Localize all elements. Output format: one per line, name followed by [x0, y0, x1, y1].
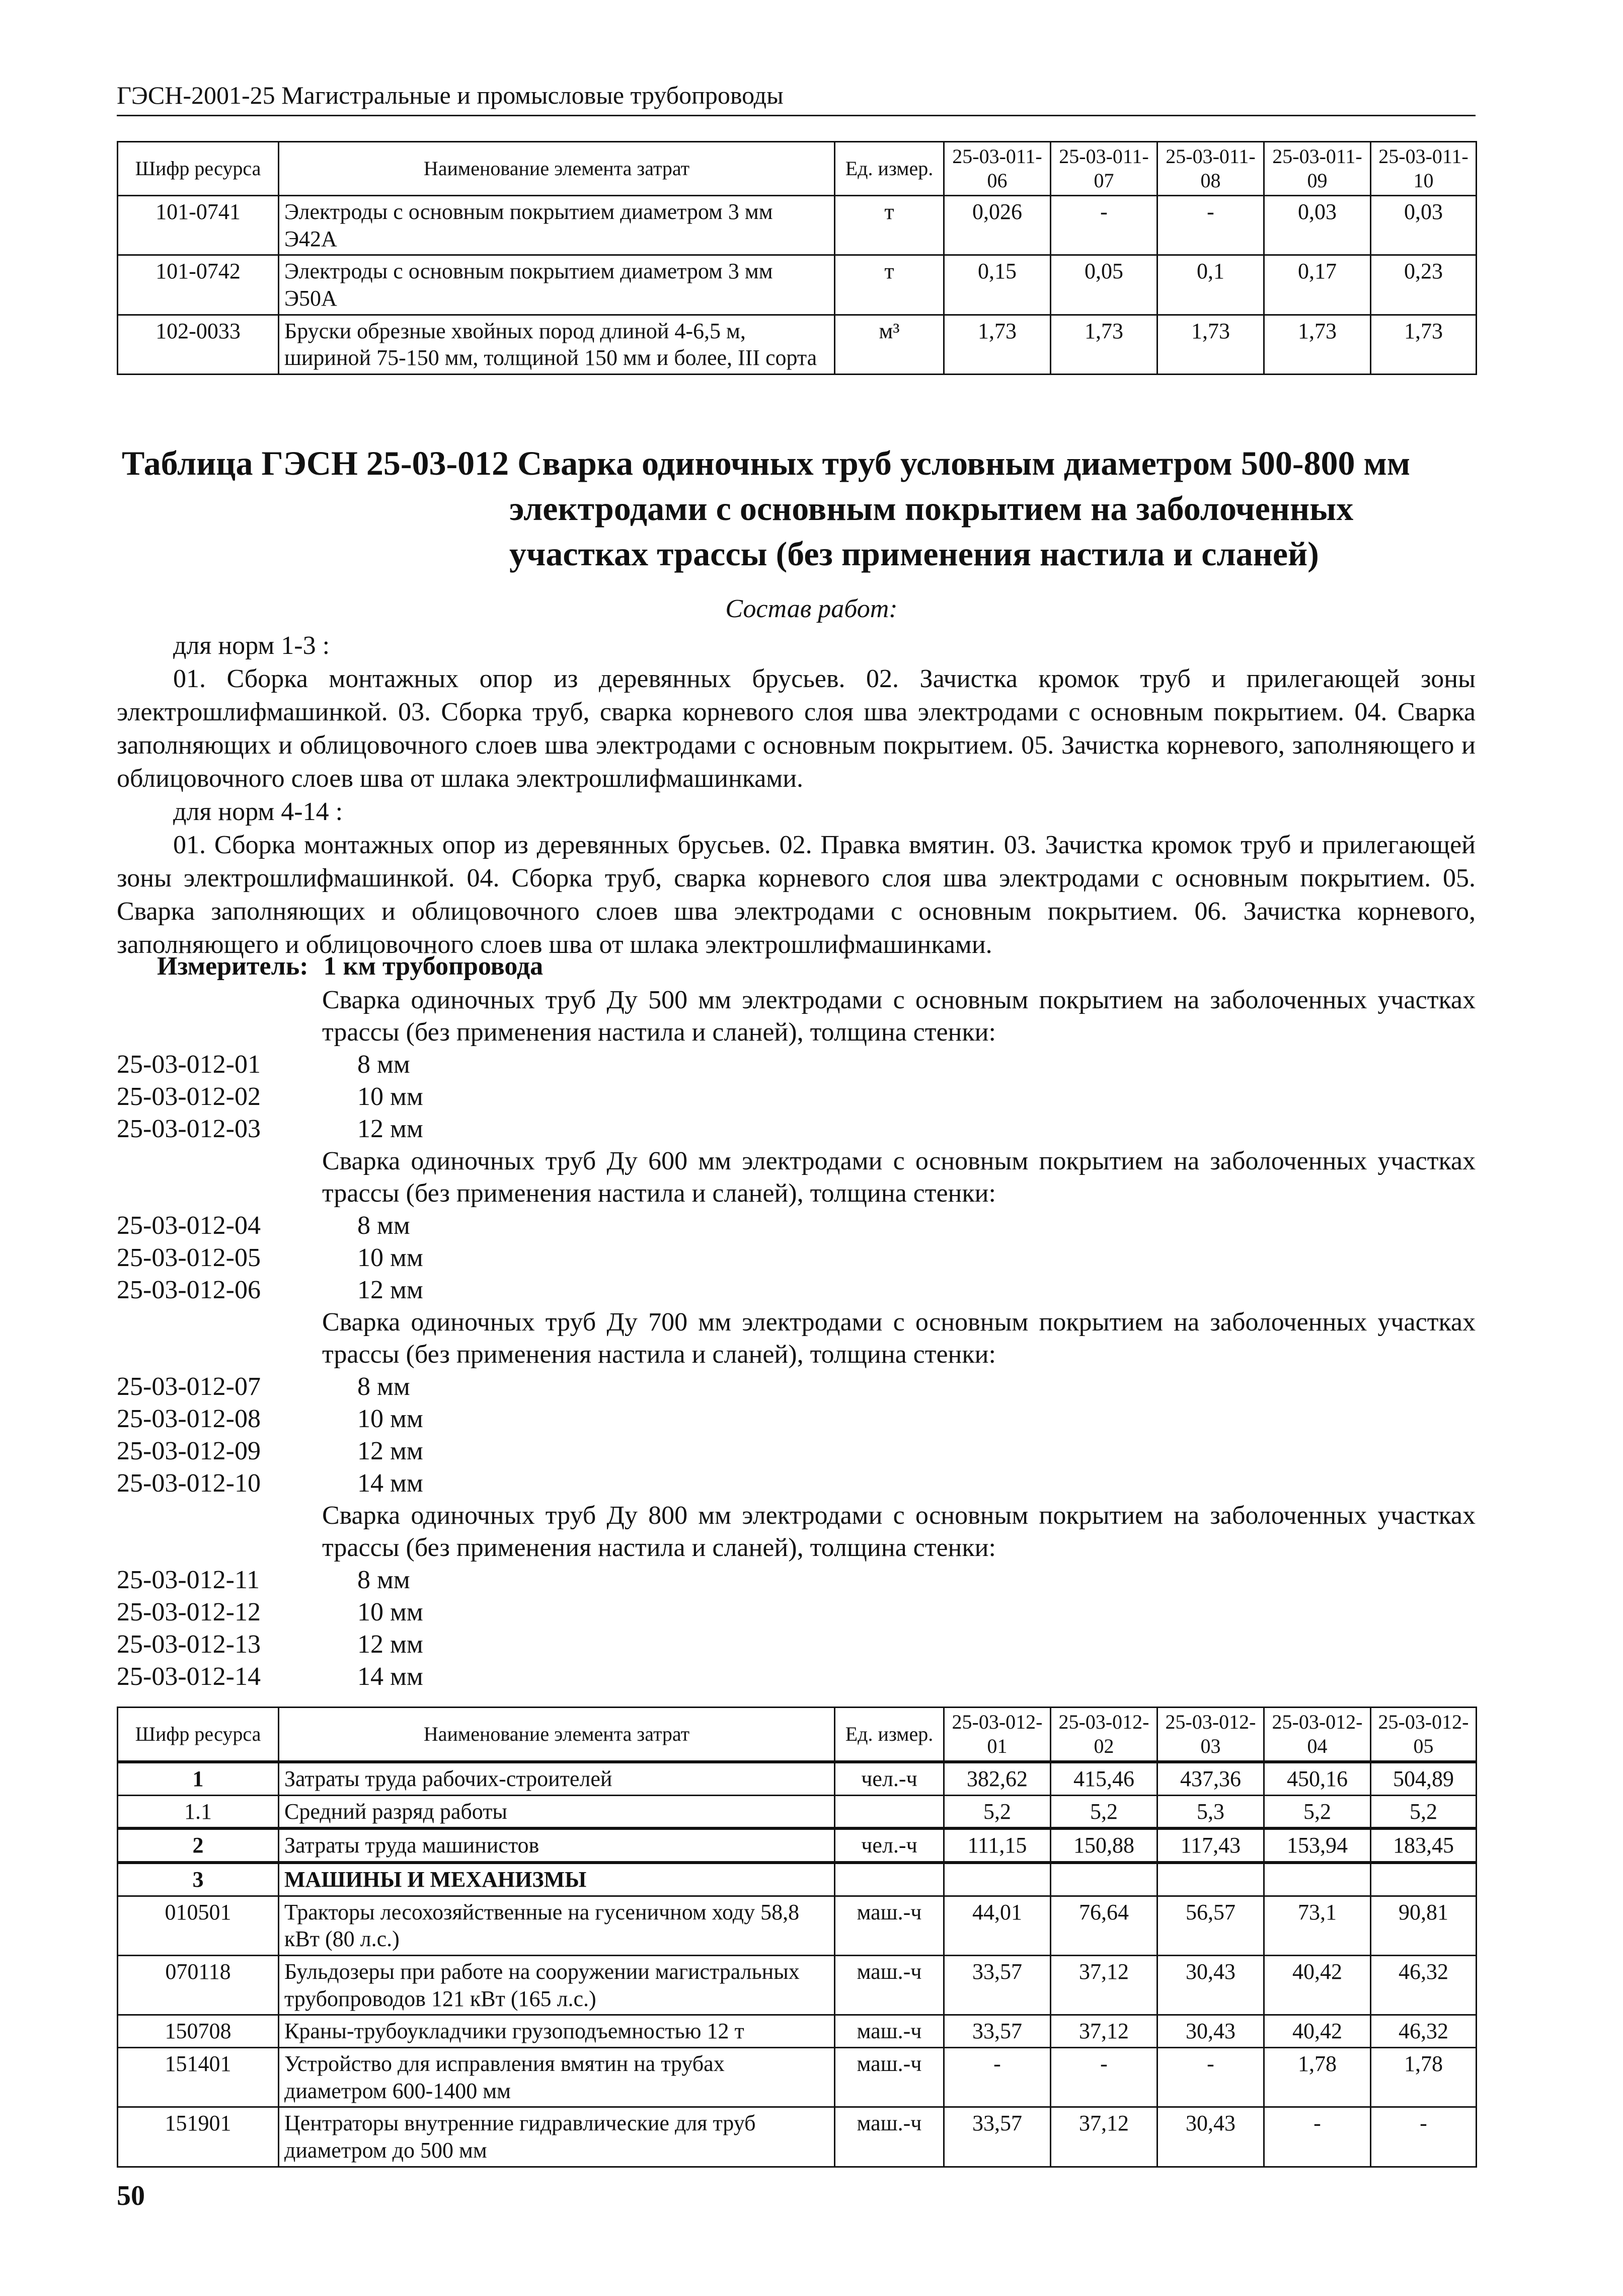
value-cell: -	[1157, 2048, 1264, 2107]
header-cell: 25-03-011-10	[1371, 142, 1477, 196]
table-row	[118, 315, 1477, 374]
header-cell: 25-03-012-04	[1264, 1708, 1371, 1762]
norm-group-description: Сварка одиночных труб Ду 700 мм электродами с основным покрытием на заболоченных участках трассы (без применения настила и сланей), толщина стенки:	[322, 1308, 1476, 1369]
value-cell: 0,1	[1157, 255, 1264, 315]
header-cell: 25-03-011-08	[1157, 142, 1264, 196]
value-cell: 0,17	[1264, 255, 1371, 315]
value-cell: 44,01	[944, 1896, 1051, 1955]
norm-code: 25-03-012-03	[117, 1115, 261, 1143]
norm-code: 25-03-012-08	[117, 1404, 261, 1433]
value-cell: 37,12	[1051, 2015, 1157, 2048]
running-head: ГЭСН-2001-25 Магистральные и промысловые трубопроводы	[117, 81, 784, 109]
value-cell: 0,03	[1264, 196, 1371, 255]
norm-row	[117, 1210, 410, 1242]
value-cell: 0,23	[1371, 255, 1477, 315]
top-resource-table	[117, 141, 1477, 375]
resource-code: 102-0033	[118, 315, 279, 374]
value-cell: -	[1371, 2107, 1477, 2167]
norm-row	[117, 1371, 410, 1403]
norm-value: 12 мм	[357, 1437, 423, 1465]
page-number: 50	[117, 2180, 145, 2211]
norms-label: для норм 4-14 :	[173, 797, 343, 826]
resource-unit: т	[835, 196, 944, 255]
resource-name: МАШИНЫ И МЕХАНИЗМЫ	[279, 1863, 835, 1896]
resource-name: Центраторы внутренние гидравлические для труб диаметром до 500 мм	[279, 2107, 835, 2167]
resource-unit	[835, 1863, 944, 1896]
table-row	[118, 2048, 1477, 2107]
resource-name: Бруски обрезные хвойных пород длиной 4-6,5 м, шириной 75-150 мм, толщиной 150 мм и более, III сорта	[279, 315, 835, 374]
value-cell: 1,73	[1371, 315, 1477, 374]
norm-value: 12 мм	[357, 1276, 423, 1304]
norm-code: 25-03-012-04	[117, 1211, 261, 1240]
resource-name: Электроды с основным покрытием диаметром 3 мм Э42А	[279, 196, 835, 255]
norm-row	[117, 1628, 423, 1661]
value-cell: -	[1051, 2048, 1157, 2107]
value-cell: -	[944, 2048, 1051, 2107]
value-cell	[1051, 1863, 1157, 1896]
value-cell	[1371, 1863, 1477, 1896]
resource-unit: м³	[835, 315, 944, 374]
header-cell: 25-03-011-09	[1264, 142, 1371, 196]
value-cell: 56,57	[1157, 1896, 1264, 1955]
norm-code: 25-03-012-13	[117, 1630, 261, 1659]
value-cell: 1,73	[1264, 315, 1371, 374]
resource-unit: маш.-ч	[835, 1896, 944, 1955]
value-cell: 153,94	[1264, 1828, 1371, 1863]
norm-row	[117, 1467, 423, 1500]
composition-paragraph: 01. Сборка монтажных опор из деревянных брусьев. 02. Зачистка кромок труб и прилегающей зоны электрошлифмашинкой. 03. Сборка труб, сварка корневого слоя шва электродами с основным покрытием. 04. Сварка заполняющих и облицовочного слоев шва электродами с основным покрытием. 05. Зачистка корневого, заполняющего и облицовочного слоев шва от шлака электрошлифмашинками.	[117, 664, 1476, 793]
value-cell: 33,57	[944, 2015, 1051, 2048]
resource-code: 101-0741	[118, 196, 279, 255]
table-row	[118, 1762, 1477, 1795]
header-cell: 25-03-012-05	[1371, 1708, 1477, 1762]
norm-value: 8 мм	[357, 1050, 410, 1079]
header-cell: 25-03-012-01	[944, 1708, 1051, 1762]
resource-unit: маш.-ч	[835, 2015, 944, 2048]
value-cell: 5,2	[1264, 1795, 1371, 1828]
value-cell: 5,3	[1157, 1795, 1264, 1828]
header-cell: Ед. измер.	[835, 142, 944, 196]
norm-code: 25-03-012-05	[117, 1243, 261, 1272]
value-cell: 37,12	[1051, 1956, 1157, 2015]
resource-code: 010501	[118, 1896, 279, 1955]
value-cell: 111,15	[944, 1828, 1051, 1863]
resource-name: Краны-трубоукладчики грузоподъемностью 12 т	[279, 2015, 835, 2048]
norm-value: 14 мм	[357, 1662, 423, 1691]
header-cell: Шифр ресурса	[118, 142, 279, 196]
resource-code: 101-0742	[118, 255, 279, 315]
norm-group-description: Сварка одиночных труб Ду 800 мм электродами с основным покрытием на заболоченных участках трассы (без применения настила и сланей), толщина стенки:	[322, 1501, 1476, 1562]
norm-code: 25-03-012-01	[117, 1050, 261, 1079]
value-cell: 0,026	[944, 196, 1051, 255]
table-row	[118, 1896, 1477, 1955]
value-cell: -	[1264, 2107, 1371, 2167]
title-continuation: электродами с основным покрытием на заболоченных участках трассы (без применения настила и сланей)	[509, 489, 1354, 573]
value-cell: 117,43	[1157, 1828, 1264, 1863]
table-row	[118, 196, 1477, 255]
resource-unit: маш.-ч	[835, 2048, 944, 2107]
resource-name: Тракторы лесохозяйственные на гусеничном ходу 58,8 кВт (80 л.с.)	[279, 1896, 835, 1955]
meter-value: 1 км трубопровода	[323, 952, 544, 981]
resource-name: Затраты труда машинистов	[279, 1828, 835, 1863]
resource-code: 3	[118, 1863, 279, 1896]
value-cell: 504,89	[1371, 1762, 1477, 1795]
header-cell: 25-03-011-06	[944, 142, 1051, 196]
norm-code: 25-03-012-07	[117, 1372, 261, 1401]
norm-code: 25-03-012-06	[117, 1276, 261, 1304]
norm-code: 25-03-012-02	[117, 1082, 261, 1111]
value-cell: 450,16	[1264, 1762, 1371, 1795]
value-cell	[944, 1863, 1051, 1896]
value-cell: 0,05	[1051, 255, 1157, 315]
norm-row	[117, 1403, 423, 1435]
header-cell: Ед. измер.	[835, 1708, 944, 1762]
norm-row	[117, 1242, 423, 1274]
header-cell: 25-03-012-02	[1051, 1708, 1157, 1762]
value-cell: 1,73	[944, 315, 1051, 374]
norm-value: 14 мм	[357, 1469, 423, 1498]
norm-row	[117, 1081, 423, 1113]
resource-unit: маш.-ч	[835, 1956, 944, 2015]
norm-group-description: Сварка одиночных труб Ду 500 мм электродами с основным покрытием на заболоченных участках трассы (без применения настила и сланей), толщина стенки:	[322, 986, 1476, 1047]
norm-value: 12 мм	[357, 1115, 423, 1143]
value-cell: 5,2	[944, 1795, 1051, 1828]
composition-text	[117, 629, 1476, 961]
norm-value: 8 мм	[357, 1566, 410, 1594]
resource-unit: чел.-ч	[835, 1762, 944, 1795]
value-cell: 183,45	[1371, 1828, 1477, 1863]
title-line: Таблица ГЭСН 25-03-012 Сварка одиночных труб условным диаметром 500-800 мм	[122, 444, 1411, 482]
norm-group-description: Сварка одиночных труб Ду 600 мм электродами с основным покрытием на заболоченных участках трассы (без применения настила и сланей), толщина стенки:	[322, 1147, 1476, 1208]
value-cell: 1,78	[1264, 2048, 1371, 2107]
value-cell: 46,32	[1371, 1956, 1477, 2015]
value-cell: -	[1157, 196, 1264, 255]
norm-value: 10 мм	[357, 1082, 423, 1111]
value-cell	[1157, 1863, 1264, 1896]
norm-code: 25-03-012-12	[117, 1598, 261, 1626]
norm-row	[117, 1274, 423, 1306]
resource-name: Затраты труда рабочих-строителей	[279, 1762, 835, 1795]
resource-code: 150708	[118, 2015, 279, 2048]
header-cell: Наименование элемента затрат	[279, 1708, 835, 1762]
value-cell: 5,2	[1371, 1795, 1477, 1828]
value-cell	[1264, 1863, 1371, 1896]
resource-unit: чел.-ч	[835, 1828, 944, 1863]
value-cell: 5,2	[1051, 1795, 1157, 1828]
value-cell: 30,43	[1157, 2107, 1264, 2167]
norm-row	[117, 1049, 410, 1081]
composition-heading: Состав работ:	[725, 595, 898, 623]
norm-value: 8 мм	[357, 1211, 410, 1240]
table-row	[118, 1956, 1477, 2015]
resource-name: Бульдозеры при работе на сооружении магистральных трубопроводов 121 кВт (165 л.с.)	[279, 1956, 835, 2015]
header-cell: 25-03-012-03	[1157, 1708, 1264, 1762]
value-cell: 0,03	[1371, 196, 1477, 255]
table-header-row	[118, 142, 1477, 196]
table-title	[122, 440, 1465, 576]
resource-code: 151901	[118, 2107, 279, 2167]
norm-code: 25-03-012-10	[117, 1469, 261, 1498]
value-cell: 415,46	[1051, 1762, 1157, 1795]
value-cell: 1,73	[1157, 315, 1264, 374]
value-cell: 1,73	[1051, 315, 1157, 374]
resource-code: 1.1	[118, 1795, 279, 1828]
header-cell: Шифр ресурса	[118, 1708, 279, 1762]
value-cell: 46,32	[1371, 2015, 1477, 2048]
norm-value: 10 мм	[357, 1404, 423, 1433]
table-row	[118, 2107, 1477, 2167]
resource-code: 2	[118, 1828, 279, 1863]
norm-code: 25-03-012-11	[117, 1566, 260, 1594]
value-cell: 90,81	[1371, 1896, 1477, 1955]
value-cell: 76,64	[1051, 1896, 1157, 1955]
value-cell: -	[1051, 196, 1157, 255]
norm-value: 10 мм	[357, 1598, 423, 1626]
resource-unit: маш.-ч	[835, 2107, 944, 2167]
norm-value: 8 мм	[357, 1372, 410, 1401]
table-header-row	[118, 1708, 1477, 1762]
norm-row	[117, 1661, 423, 1693]
norm-row	[117, 1113, 423, 1145]
table-row	[118, 2015, 1477, 2048]
norm-value: 10 мм	[357, 1243, 423, 1272]
resource-code: 1	[118, 1762, 279, 1795]
resource-name: Средний разряд работы	[279, 1795, 835, 1828]
norm-row	[117, 1435, 423, 1467]
value-cell: 0,15	[944, 255, 1051, 315]
table-row	[118, 1828, 1477, 1863]
norm-code: 25-03-012-09	[117, 1437, 261, 1465]
value-cell: 30,43	[1157, 1956, 1264, 2015]
value-cell: 437,36	[1157, 1762, 1264, 1795]
header-cell: Наименование элемента затрат	[279, 142, 835, 196]
composition-paragraph: 01. Сборка монтажных опор из деревянных брусьев. 02. Правка вмятин. 03. Зачистка кромок труб и прилегающей зоны электрошлифмашинкой. 04. Сборка труб, сварка корневого слоя шва электродами с основным покрытием. 05. Сварка заполняющих и облицовочного слоев шва электродами с основным покрытием. 06. Зачистка корневого, заполняющего и облицовочного слоев шва от шлака электрошлифмашинками.	[117, 831, 1476, 959]
value-cell: 40,42	[1264, 2015, 1371, 2048]
resource-code: 070118	[118, 1956, 279, 2015]
header-rule	[117, 115, 1476, 116]
value-cell: 33,57	[944, 2107, 1051, 2167]
value-cell: 150,88	[1051, 1828, 1157, 1863]
meter-label: Измеритель:	[157, 952, 308, 981]
resource-name: Электроды с основным покрытием диаметром 3 мм Э50А	[279, 255, 835, 315]
resource-unit: т	[835, 255, 944, 315]
header-cell: 25-03-011-07	[1051, 142, 1157, 196]
norm-value: 12 мм	[357, 1630, 423, 1659]
resource-name: Устройство для исправления вмятин на трубах диаметром 600-1400 мм	[279, 2048, 835, 2107]
value-cell: 73,1	[1264, 1896, 1371, 1955]
table-row	[118, 1795, 1477, 1828]
norm-row	[117, 1596, 423, 1628]
norms-label: для норм 1-3 :	[173, 631, 330, 660]
norm-code: 25-03-012-14	[117, 1662, 261, 1691]
value-cell: 40,42	[1264, 1956, 1371, 2015]
table-row	[118, 1863, 1477, 1896]
value-cell: 30,43	[1157, 2015, 1264, 2048]
meter-line	[157, 951, 558, 981]
resource-unit	[835, 1795, 944, 1828]
value-cell: 33,57	[944, 1956, 1051, 2015]
table-row	[118, 255, 1477, 315]
bottom-resource-table	[117, 1707, 1477, 2168]
norm-row	[117, 1564, 410, 1596]
value-cell: 1,78	[1371, 2048, 1477, 2107]
value-cell: 382,62	[944, 1762, 1051, 1795]
value-cell: 37,12	[1051, 2107, 1157, 2167]
resource-code: 151401	[118, 2048, 279, 2107]
